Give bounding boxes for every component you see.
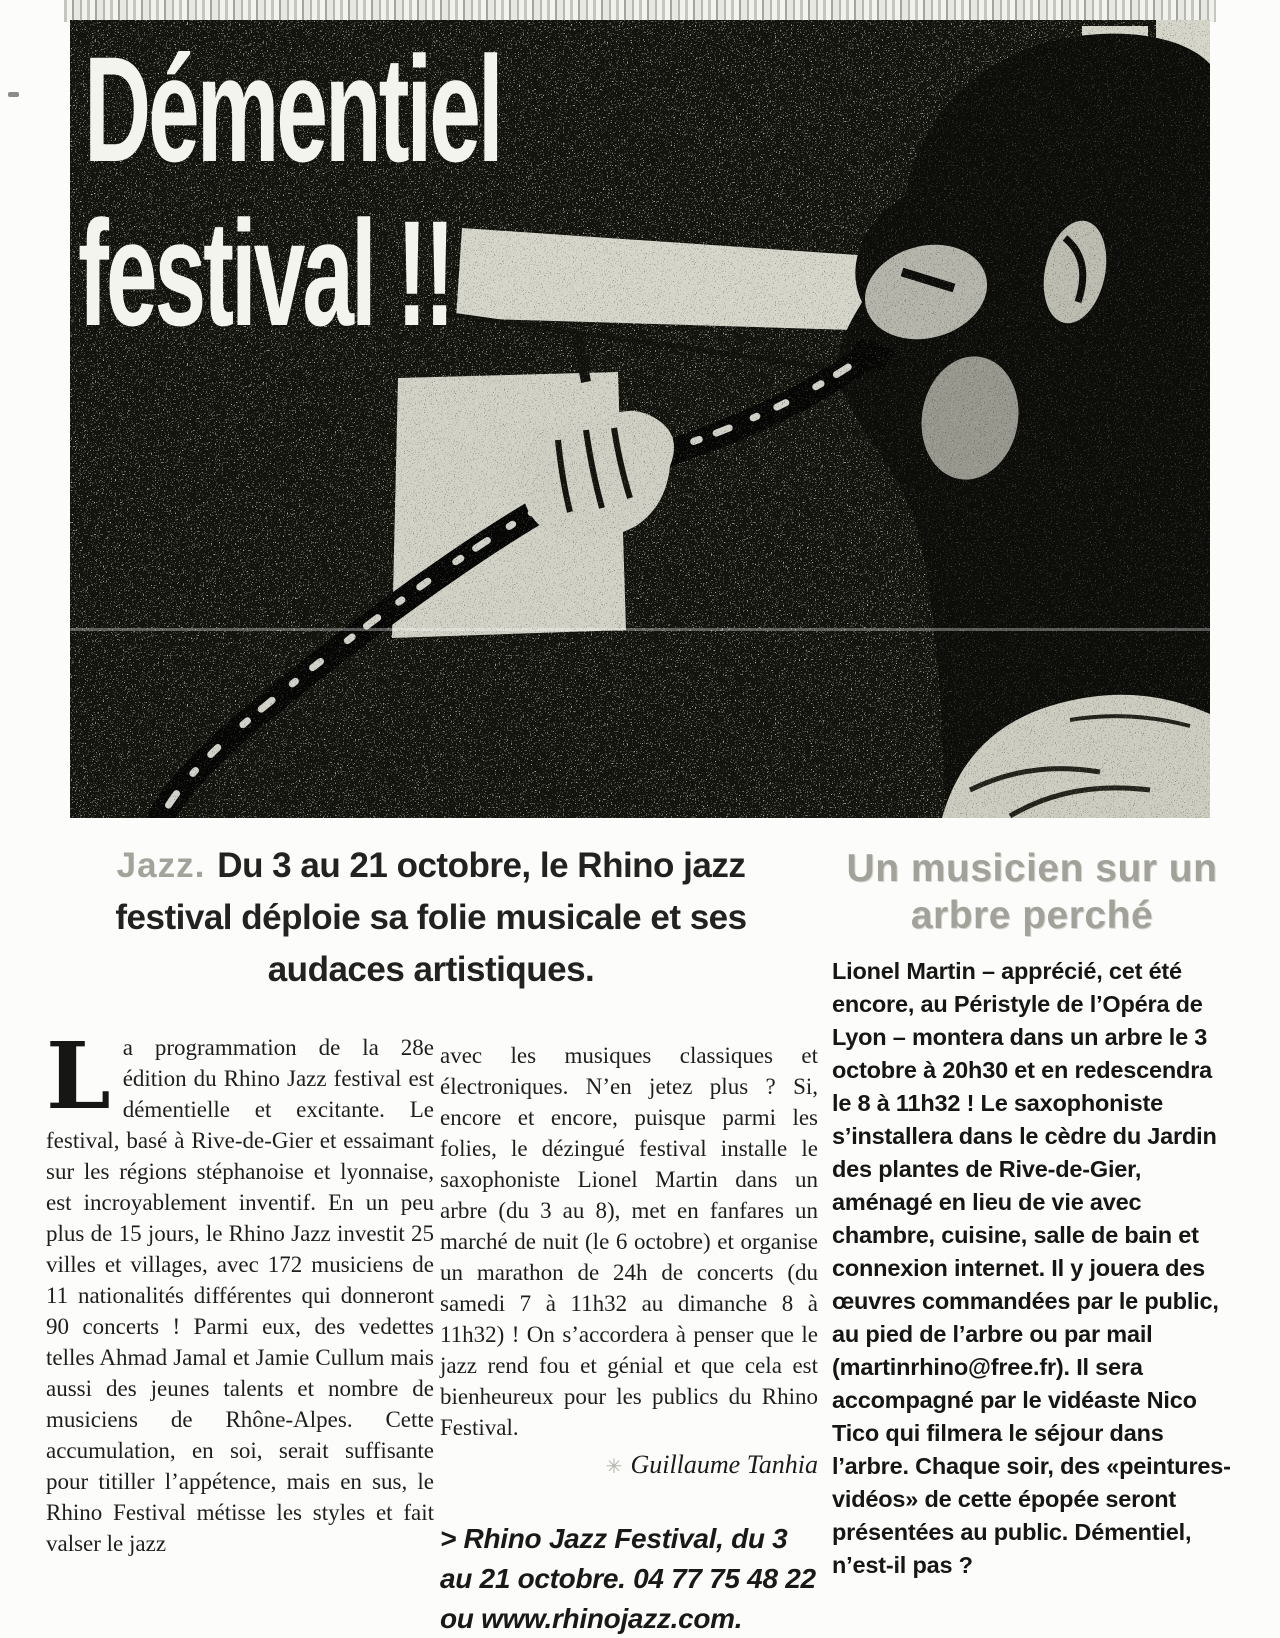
sidebar-title: Un musicien sur un arbre perché	[846, 847, 1218, 937]
sidebar	[832, 845, 1232, 1582]
byline	[440, 1449, 818, 1483]
deck	[72, 840, 790, 996]
kicker-jazz: Jazz.	[116, 846, 206, 885]
scan-artifact	[8, 92, 19, 97]
byline-name: Guillaume Tanhia	[630, 1450, 818, 1479]
column1-text: a programmation de la 28e édition du Rhino Jazz festival est démentielle et excitante. Le festival, basé à Rive-de-Gier et essaimant sur les régions stéphanoise et lyonnaise, est incroyablement inventif. En un peu plus de 15 jours, le Rhino Jazz investit 25 villes et villages, avec 172 musiciens de 11 nationalités différentes qui donneront 90 concerts ! Parmi eux, des vedettes telles Ahmad Jamal et Jamie Cullum mais aussi des jeunes talents et nombre de musiciens de Rhône-Alpes. Cette accumulation, en soi, serait suffisante pour titiller l’appétence, mais en sus, le Rhino Festival métisse les styles et fait valser le jazz	[46, 1035, 434, 1556]
body-column-1	[46, 1022, 434, 1559]
headline-line1: Démentiel	[84, 25, 501, 193]
headline-line2: festival !!	[78, 189, 453, 357]
dropcap: L	[46, 1022, 111, 1130]
article-photo	[70, 20, 1210, 820]
column2-text: avec les musiques classiques et électroniques. N’en jetez plus ? Si, encore et encore, puisque parmi les folies, le dézingué festival installe le saxophoniste Lionel Martin dans un arbre (du 3 au 8), met en fanfares un marché de nuit (le 6 octobre) et organise un marathon de 24h de concerts (du samedi 7 à 11h32 au dimanche 8 à 11h32) ! On s’accordera à penser que le jazz rend fou et génial et que cela est bienheureux pour les publics du Rhino Festival.	[440, 1043, 818, 1440]
practical-info: > Rhino Jazz Festival, du 3 au 21 octobre. 04 77 75 48 22 ou www.rhinojazz.com.	[440, 1523, 816, 1634]
sidebar-text: Lionel Martin – apprécié, cet été encore, au Péristyle de l’Opéra de Lyon – montera dans un arbre le 3 octobre à 20h30 et en redescendra le 8 à 11h32 ! Le saxophoniste s’installera dans le cèdre du Jardin des plantes de Rive-de-Gier, aménagé en lieu de vie avec chambre, cuisine, salle de bain et connexion internet. Il y jouera des œuvres commandées par le public, au pied de l’arbre ou par mail (martinrhino@free.fr). Il sera accompagné par le vidéaste Nico Tico qui filmera le séjour dans l’arbre. Chaque soir, des «peintures-vidéos» de cette épopée seront présentées au public. Démentiel, n’est-il pas ?	[832, 958, 1231, 1578]
body-column-2	[440, 1040, 818, 1638]
scan-noise-strip	[64, 0, 1216, 22]
byline-ornament-icon: ✳	[605, 1456, 623, 1478]
deck-text: Du 3 au 21 octobre, le Rhino jazz festival déploie sa folie musicale et ses audaces artistiques.	[115, 846, 747, 989]
